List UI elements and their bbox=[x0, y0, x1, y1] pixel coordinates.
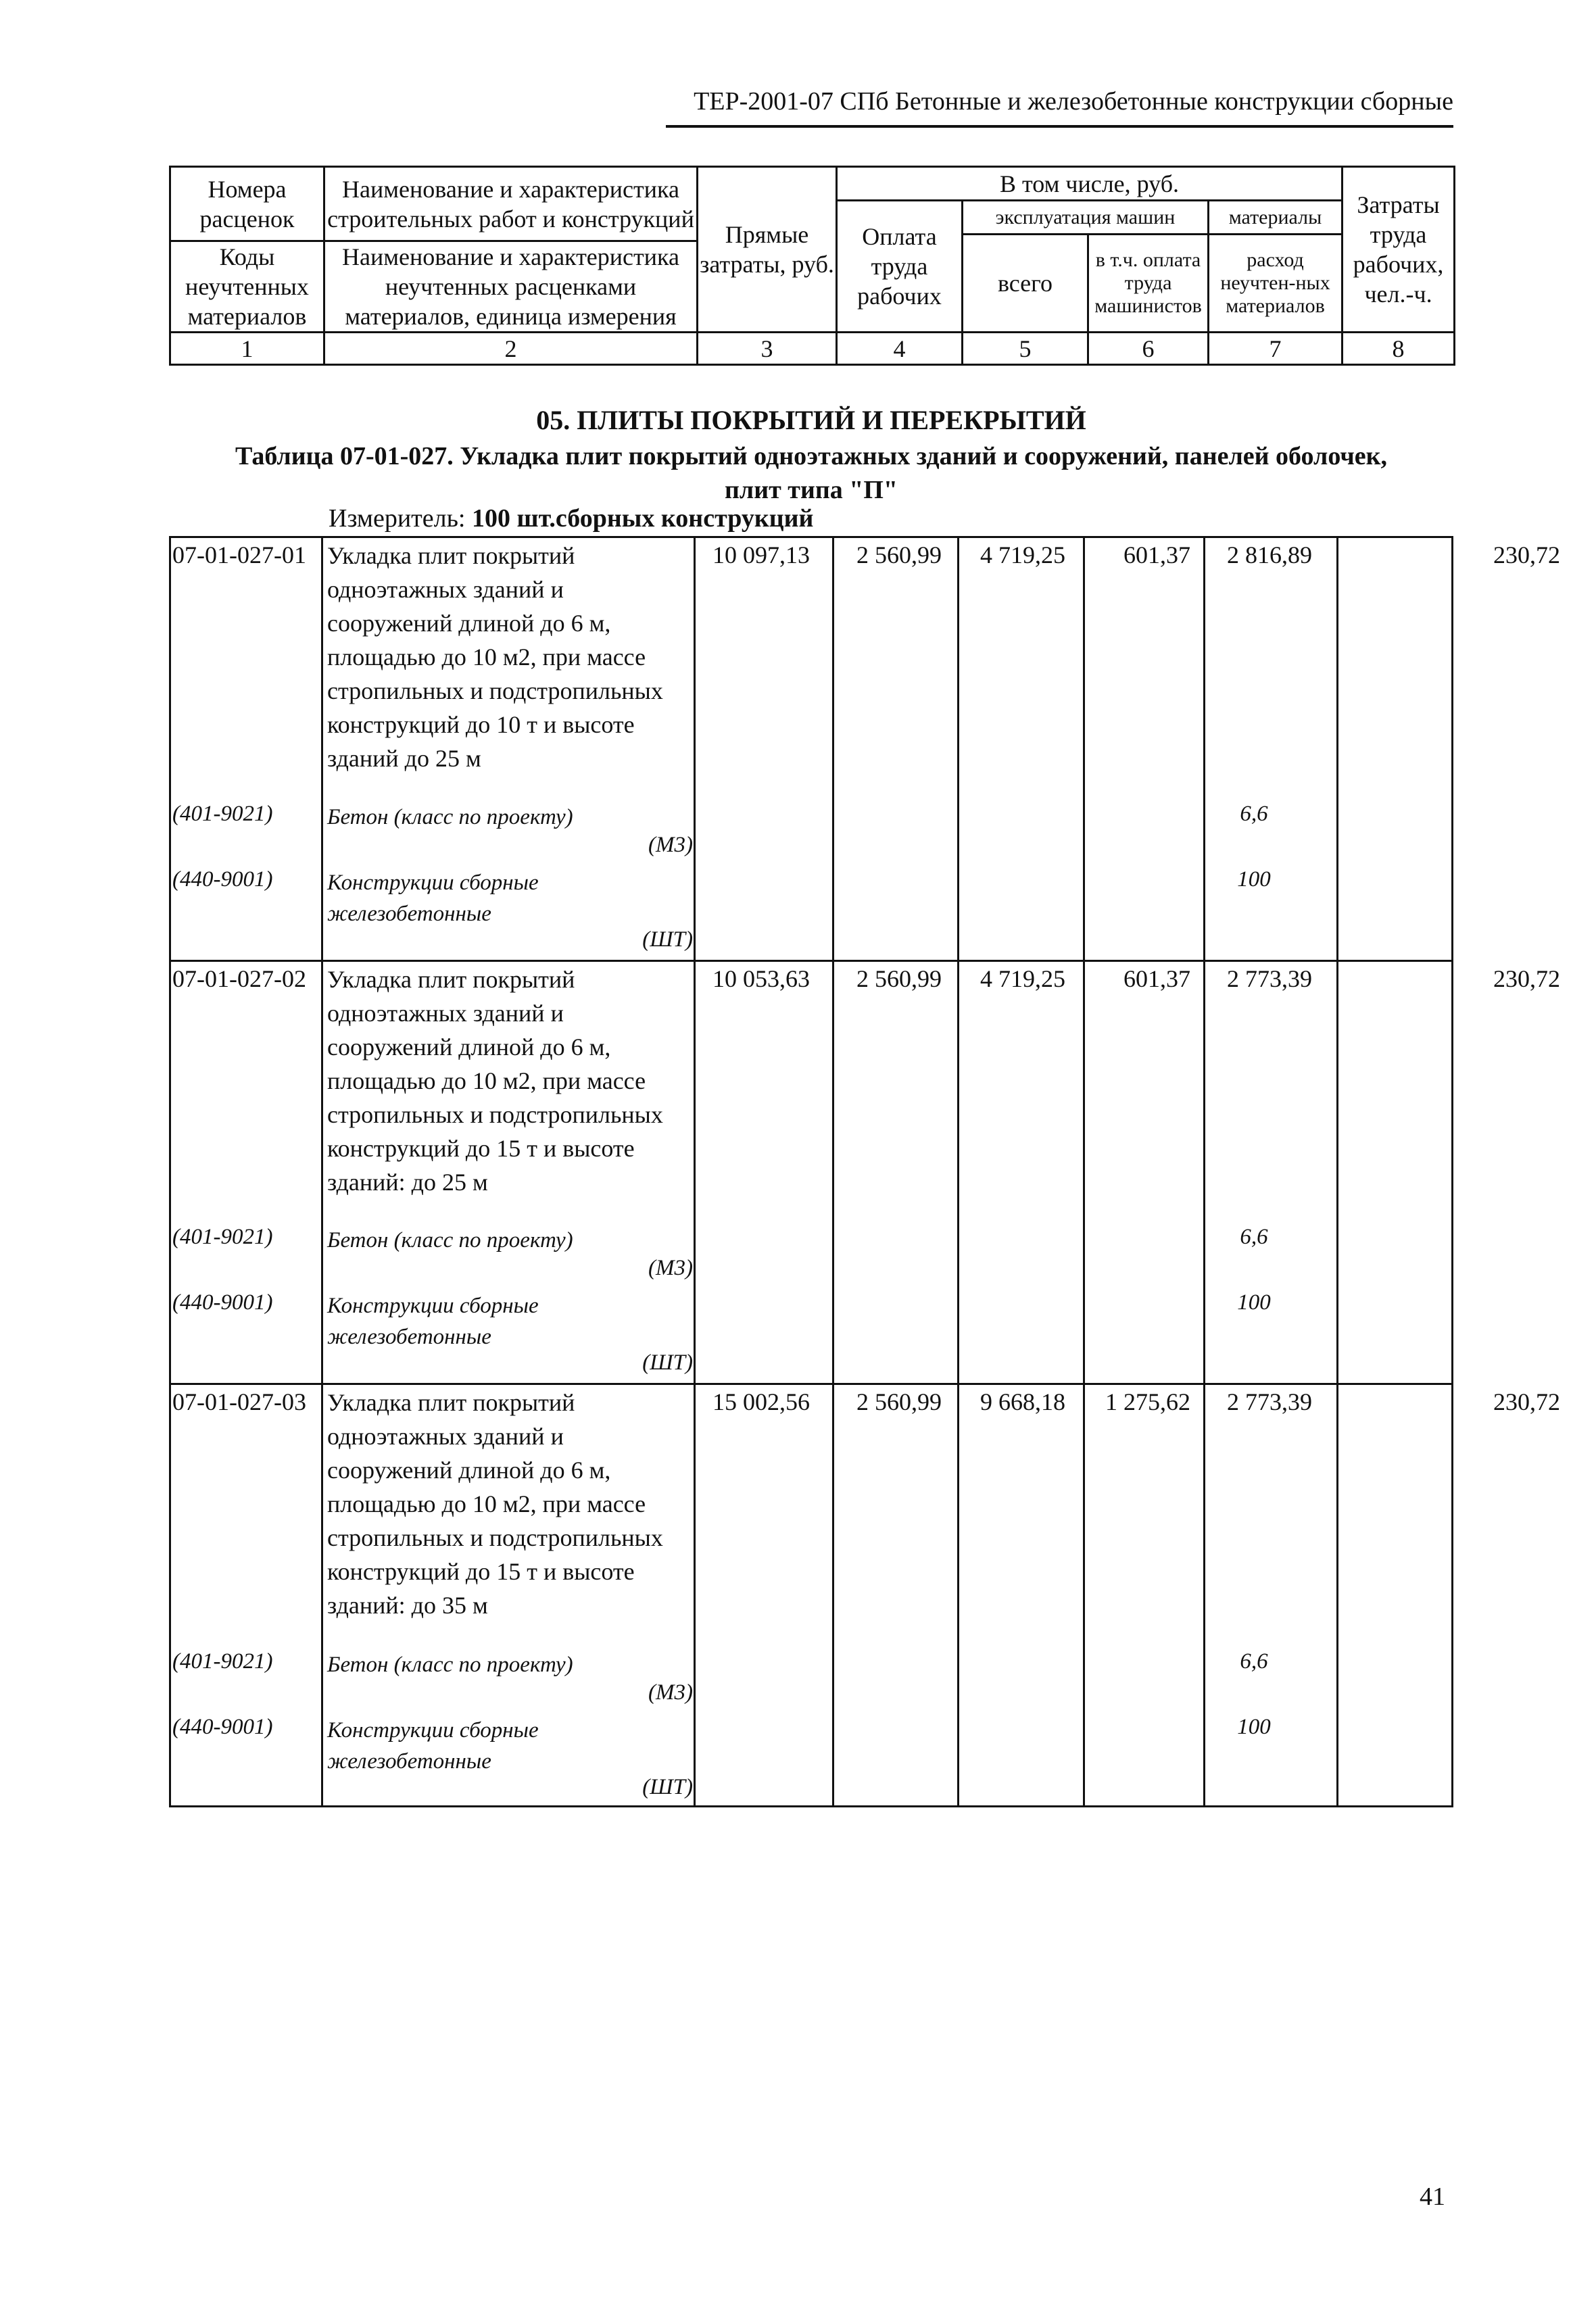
col2-bottom-header: Наименование и характеристика неучтенных расценками материалов, единица измерения bbox=[324, 241, 698, 333]
grid-hline bbox=[169, 960, 1453, 962]
grid-vline bbox=[694, 536, 696, 1807]
material-code: (401-9021) bbox=[172, 1225, 273, 1249]
material-code: (401-9021) bbox=[172, 802, 273, 826]
col2-top-header: Наименование и характеристика строительных работ и конструкций bbox=[324, 167, 698, 241]
table-title-line: плит типа "П" bbox=[725, 476, 898, 504]
table-title-line: Таблица 07-01-027. Укладка плит покрытий одноэтажных зданий и сооружений, панелей оболочек, bbox=[235, 442, 1388, 470]
work-description: Укладка плит покрытий одноэтажных зданий и сооружений длиной до 6 м, площадью до 10 м2, при массе стропильных и подстропильных конструкций до 10 т и высоте зданий до 25 м bbox=[327, 542, 663, 772]
col7-header: расход неучтен-ных материалов bbox=[1209, 235, 1343, 333]
machinists-cost: 601,37 bbox=[1123, 541, 1190, 568]
direct-cost: 10 097,13 bbox=[712, 541, 810, 568]
labor-hours: 230,72 bbox=[1493, 541, 1560, 568]
grid-vline bbox=[321, 536, 323, 1807]
grid-vline bbox=[1203, 536, 1205, 1807]
materials-cost: 2 773,39 bbox=[1227, 1388, 1312, 1415]
material-name: Бетон (класс по проекту) bbox=[327, 1653, 573, 1677]
meter-label: Измеритель: bbox=[329, 504, 472, 533]
page-header: ТЕР-2001-07 СПб Бетонные и железобетонные конструкции сборные bbox=[694, 87, 1453, 116]
material-qty: 6,6 bbox=[1240, 1225, 1268, 1249]
direct-cost: 10 053,63 bbox=[712, 965, 810, 992]
materials-cost: 2 816,89 bbox=[1227, 541, 1312, 568]
grid-hline bbox=[169, 1383, 1453, 1385]
meter bbox=[329, 504, 813, 533]
col-number: 4 bbox=[837, 333, 963, 365]
machines-cost: 9 668,18 bbox=[980, 1388, 1065, 1415]
material-qty: 100 bbox=[1237, 1290, 1271, 1315]
col5-header: всего bbox=[963, 235, 1088, 333]
work-description: Укладка плит покрытий одноэтажных зданий и сооружений длиной до 6 м, площадью до 10 м2, при массе стропильных и подстропильных конструкций до 15 т и высоте зданий: до 25 м bbox=[327, 966, 663, 1196]
rate-code: 07-01-027-02 bbox=[172, 965, 306, 992]
section-title: 05. ПЛИТЫ ПОКРЫТИЙ И ПЕРЕКРЫТИЙ bbox=[536, 405, 1086, 435]
material-name: Конструкции сборные железобетонные bbox=[327, 1294, 539, 1349]
material-qty: 6,6 bbox=[1240, 1649, 1268, 1674]
material-name: Бетон (класс по проекту) bbox=[327, 805, 573, 829]
material-code: (401-9021) bbox=[172, 1649, 273, 1674]
grid-vline bbox=[957, 536, 959, 1807]
col6-header: в т.ч. оплата труда машинистов bbox=[1088, 235, 1209, 333]
material-unit: (ШТ) bbox=[642, 927, 693, 952]
material-code: (440-9001) bbox=[172, 1715, 273, 1739]
material-qty: 6,6 bbox=[1240, 802, 1268, 826]
col1-bottom-header: Коды неучтенных материалов bbox=[170, 241, 324, 333]
col1-top-header: Номера расценок bbox=[170, 167, 324, 241]
material-qty: 100 bbox=[1237, 1715, 1271, 1739]
col-number: 2 bbox=[324, 333, 698, 365]
work-description: Укладка плит покрытий одноэтажных зданий и сооружений длиной до 6 м, площадью до 10 м2, при массе стропильных и подстропильных конструкций до 15 т и высоте зданий: до 35 м bbox=[327, 1389, 663, 1619]
material-unit: (ШТ) bbox=[642, 1350, 693, 1375]
machinists-cost: 1 275,62 bbox=[1105, 1388, 1190, 1415]
machinists-cost: 601,37 bbox=[1123, 965, 1190, 992]
labor-hours: 230,72 bbox=[1493, 1388, 1560, 1415]
material-unit: (М3) bbox=[648, 1256, 693, 1280]
material-code: (440-9001) bbox=[172, 1290, 273, 1315]
labor-hours: 230,72 bbox=[1493, 965, 1560, 992]
rate-code: 07-01-027-03 bbox=[172, 1388, 306, 1415]
table-title bbox=[169, 439, 1453, 507]
col-number: 1 bbox=[170, 333, 324, 365]
material-name: Бетон (класс по проекту) bbox=[327, 1228, 573, 1252]
col8-header: Затраты труда рабочих, чел.-ч. bbox=[1343, 167, 1455, 333]
material-code: (440-9001) bbox=[172, 867, 273, 892]
meter-value: 100 шт.сборных конструкций bbox=[472, 504, 814, 533]
machines-header: эксплуатация машин bbox=[963, 201, 1209, 235]
grid-vline bbox=[832, 536, 834, 1807]
material-unit: (М3) bbox=[648, 1680, 693, 1705]
col3-header: Прямые затраты, руб. bbox=[698, 167, 837, 333]
col4-header: Оплата труда рабочих bbox=[837, 201, 963, 333]
grid-vline bbox=[1336, 536, 1338, 1807]
labor-cost: 2 560,99 bbox=[856, 965, 942, 992]
col-number: 5 bbox=[963, 333, 1088, 365]
machines-cost: 4 719,25 bbox=[980, 965, 1065, 992]
col-number: 6 bbox=[1088, 333, 1209, 365]
col-number: 3 bbox=[698, 333, 837, 365]
machines-cost: 4 719,25 bbox=[980, 541, 1065, 568]
material-name: Конструкции сборные железобетонные bbox=[327, 1718, 539, 1774]
labor-cost: 2 560,99 bbox=[856, 541, 942, 568]
material-unit: (ШТ) bbox=[642, 1775, 693, 1799]
direct-cost: 15 002,56 bbox=[712, 1388, 810, 1415]
materials-cost: 2 773,39 bbox=[1227, 965, 1312, 992]
header-rule bbox=[666, 125, 1453, 128]
page-number: 41 bbox=[1420, 2183, 1445, 2211]
material-unit: (М3) bbox=[648, 833, 693, 857]
labor-cost: 2 560,99 bbox=[856, 1388, 942, 1415]
rate-code: 07-01-027-01 bbox=[172, 541, 306, 568]
column-header-table bbox=[169, 166, 1455, 366]
material-qty: 100 bbox=[1237, 867, 1271, 892]
group-header: В том числе, руб. bbox=[837, 167, 1343, 201]
col-number: 7 bbox=[1209, 333, 1343, 365]
col-number: 8 bbox=[1343, 333, 1455, 365]
grid-vline bbox=[1083, 536, 1085, 1807]
material-name: Конструкции сборные железобетонные bbox=[327, 871, 539, 926]
materials-header: материалы bbox=[1209, 201, 1343, 235]
